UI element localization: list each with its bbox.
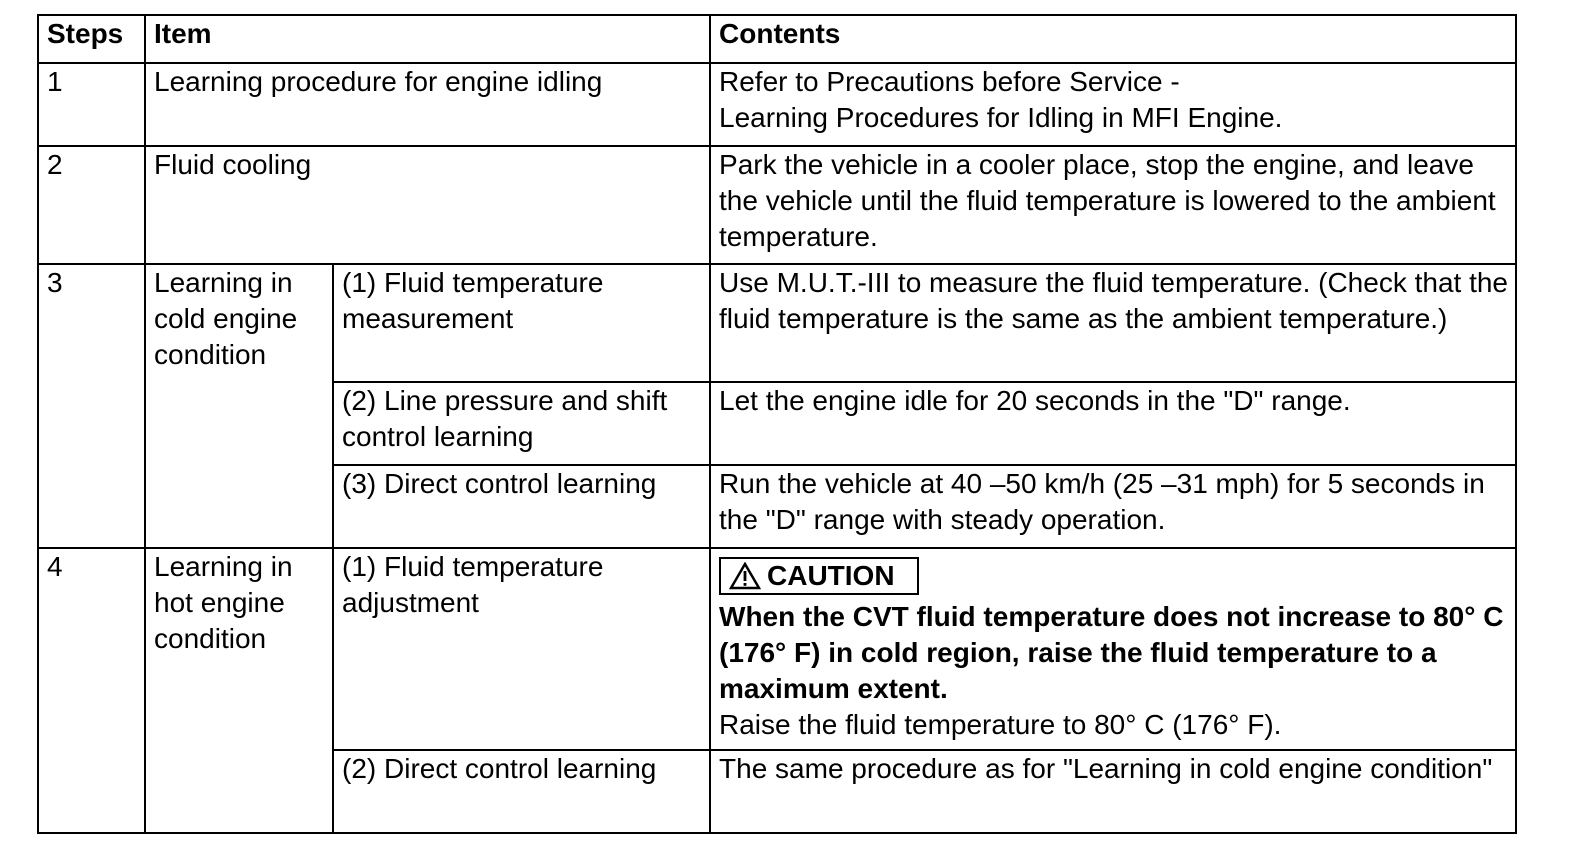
step-item: Fluid cooling: [145, 146, 710, 264]
sub-contents: The same procedure as for "Learning in cold engine condition": [710, 750, 1516, 833]
caution-label: CAUTION: [767, 560, 895, 591]
step-item: Learning procedure for engine idling: [145, 63, 710, 146]
sub-contents: Let the engine idle for 20 seconds in the "D" range.: [710, 382, 1516, 465]
step-number: 1: [38, 63, 145, 146]
procedure-table: [37, 14, 1517, 834]
step-contents: Refer to Precautions before Service - Learning Procedures for Idling in MFI Engine.: [710, 63, 1516, 146]
warning-triangle-icon: [729, 562, 761, 590]
step-number: 2: [38, 146, 145, 264]
sub-item: (1) Fluid temperature adjustment: [333, 548, 710, 750]
sub-item: (2) Direct control learning: [333, 750, 710, 833]
sub-contents: Raise the fluid temperature to 80° C (176° F).: [719, 709, 1282, 740]
header-steps: Steps: [38, 15, 145, 63]
sub-contents-caution: [710, 548, 1516, 750]
sub-contents: Run the vehicle at 40 –50 km/h (25 –31 mph) for 5 seconds in the "D" range with steady operation.: [710, 465, 1516, 548]
table-row-step-1: [38, 63, 1516, 146]
caution-label-box: [719, 557, 919, 595]
table-row-step-2: [38, 146, 1516, 264]
sub-item: (3) Direct control learning: [333, 465, 710, 548]
sub-item: (1) Fluid temperature measurement: [333, 264, 710, 382]
header-item: Item: [145, 15, 710, 63]
table-row-step-4-sub-1: [38, 548, 1516, 750]
header-contents: Contents: [710, 15, 1516, 63]
table-row-step-3-sub-1: [38, 264, 1516, 382]
sub-item: (2) Line pressure and shift control learning: [333, 382, 710, 465]
step-item: Learning in cold engine condition: [145, 264, 333, 548]
step-contents: Park the vehicle in a cooler place, stop the engine, and leave the vehicle until the fluid temperature is lowered to the ambient temperature.: [710, 146, 1516, 264]
sub-contents: Use M.U.T.-III to measure the fluid temperature. (Check that the fluid temperature is the same as the ambient temperature.): [710, 264, 1516, 382]
table-header-row: [38, 15, 1516, 63]
caution-text: When the CVT fluid temperature does not increase to 80° C (176° F) in cold region, raise the fluid temperature to a maximum extent.: [719, 601, 1504, 704]
step-number: 3: [38, 264, 145, 548]
step-number: 4: [38, 548, 145, 833]
step-item: Learning in hot engine condition: [145, 548, 333, 833]
